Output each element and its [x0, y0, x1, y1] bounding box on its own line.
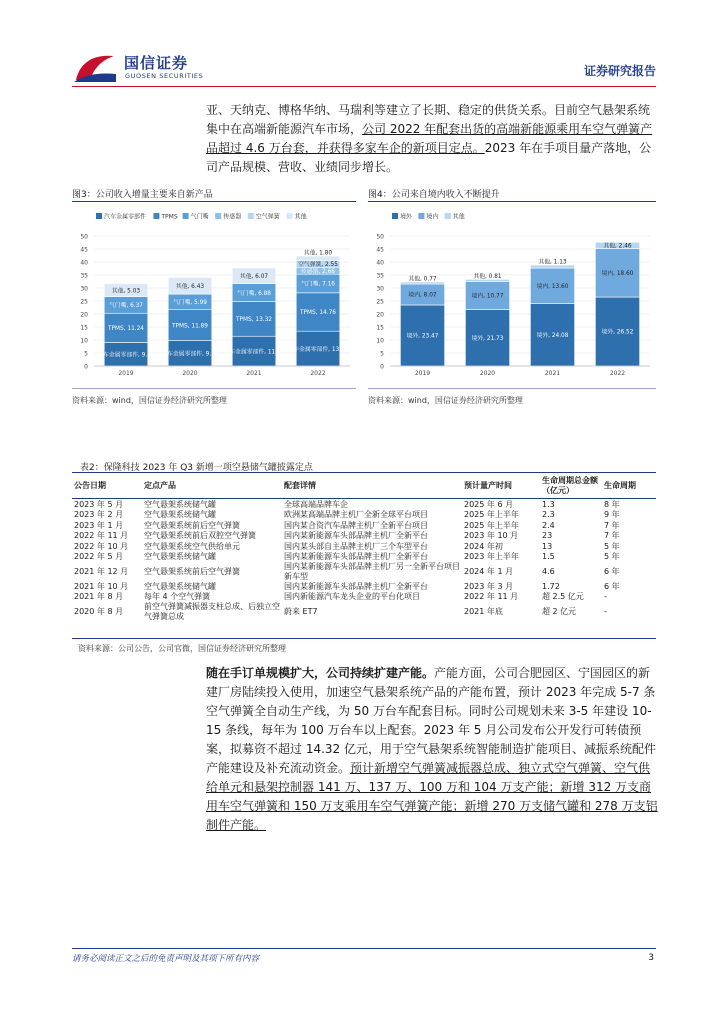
- fig4-legend-label: 其他: [452, 213, 465, 221]
- table-cell: 空气悬架系统空气供给单元: [144, 541, 240, 551]
- table-cell: 全球高端品牌车企: [284, 499, 348, 509]
- fig4-data-label: 境外, 26.52: [601, 329, 634, 336]
- fig3-y-tick-label: 35: [80, 272, 88, 280]
- fig4-data-label: 其他, 1.13: [538, 259, 567, 266]
- fig4-data-label: 境外, 21.73: [471, 335, 504, 342]
- table-cell: 空气悬架系统前后空气弹簧: [144, 520, 240, 530]
- report-type-title: 证券研究报告: [583, 64, 656, 78]
- fig3-data-label: TPMS, 14.76: [300, 310, 336, 317]
- table-cell: 2025 年上半年: [464, 510, 519, 519]
- fig3-data-label: 其他, 1.80: [303, 250, 333, 257]
- fig4-y-tick-label: 25: [376, 298, 384, 306]
- table-cell: 2023 年 1 月: [74, 520, 124, 530]
- fig3-legend-label: 传感器: [223, 213, 242, 221]
- table-cell: 13: [542, 541, 553, 551]
- fig4-legend-swatch: [392, 213, 398, 219]
- fig3-data-label: 其他, 6.07: [239, 274, 269, 281]
- fig4-y-tick-label: 20: [376, 311, 384, 319]
- fig4-data-label: 其他, 0.77: [408, 276, 437, 283]
- fig4-y-tick-label: 0: [380, 363, 384, 371]
- table-cell: -: [604, 606, 607, 616]
- footer-disclaimer: 请务必阅读正文之后的免责声明及其项下所有内容: [72, 954, 260, 964]
- fig3-y-tick-label: 30: [80, 285, 88, 293]
- fig4-data-label: 境内, 13.60: [536, 283, 569, 290]
- table-cell: 4.6: [542, 566, 555, 576]
- table-row: [72, 499, 656, 510]
- table-header-cell: 生命周期总金额（亿元）: [540, 474, 602, 499]
- fig4-data-label: 其他, 0.81: [473, 273, 502, 280]
- figure-4-divider: [368, 201, 656, 202]
- table-cell: 国内某头部自主品牌主机厂三个车型平台: [284, 541, 428, 551]
- table-top-rule: [72, 472, 656, 473]
- table-cell: 国内某新能源车头部品牌主机厂全新平台: [284, 531, 428, 540]
- table-cell: 6 年: [604, 581, 620, 591]
- fig3-legend-label: 气门嘴: [190, 213, 209, 221]
- table-cell: 9 年: [604, 510, 620, 519]
- intro-text-3: 2023 年在手项目量产落地，公司产品规模、营收、业绩同步增长。: [206, 141, 652, 174]
- capacity-text: 产能方面，公司合肥园区、宁国园区的新建厂房陆续投入使用，加速空气悬架系统产品的产能布置，预计 2023 年完成 5-7 条空气弹簧全自动生产线，为 50 万台车配套目标。同时公司规划未来 3-5 年建设 10-15 条线，每年为 100 万台车以上配套。2023 年 5 月公司发布公开发行可转债预案，拟募资不超过 14.32 亿元，用于空气悬架系统智能制造扩能项目、减振系统配件产能建设及补充流动资金。: [206, 666, 656, 775]
- fig3-legend-swatch: [183, 213, 189, 219]
- fig4-data-label: 境内, 18.60: [601, 271, 634, 278]
- fig3-data-label: 汽车金属零部件, 9.76: [161, 351, 219, 358]
- table-cell: 2020 年 8 月: [74, 606, 124, 616]
- fig3-legend-swatch: [96, 213, 102, 219]
- table-cell: 8 年: [604, 499, 620, 509]
- table-cell: 2023 年 10 月: [464, 531, 519, 540]
- fig3-y-tick-label: 25: [80, 298, 88, 306]
- table-cell: -: [604, 592, 607, 601]
- fig3-data-label: 其他, 5.03: [111, 288, 141, 295]
- fig4-legend-swatch: [418, 213, 424, 219]
- table-cell: 7 年: [604, 520, 620, 530]
- table-cell: 前空气弹簧减振器支柱总成、后独立空气弹簧总成: [144, 602, 280, 621]
- table-cell: 国内某新能源车头部品牌主机厂全新平台: [284, 581, 428, 591]
- figure-3-bottom-rule: [72, 388, 356, 389]
- table-cell: 2022 年 11 月: [74, 531, 129, 540]
- table-cell: 2022 年 11 月: [464, 592, 519, 601]
- figure-4-title: 图4：公司来自境内收入不断提升: [368, 190, 500, 200]
- fig3-y-tick-label: 5: [84, 350, 88, 358]
- table-row: [72, 520, 656, 531]
- table-cell: 2023 年 2 月: [74, 510, 124, 519]
- table-row: [72, 531, 656, 542]
- table-cell: 5 年: [604, 541, 620, 551]
- table-cell: 1.5: [542, 552, 555, 561]
- fig3-y-tick-label: 45: [80, 246, 88, 254]
- table-cell: 2022 年 5 月: [74, 552, 124, 561]
- table-row: [72, 602, 656, 621]
- fig3-data-label: TPMS, 11.24: [108, 326, 144, 333]
- table-cell: 每年 4 个空气弹簧: [144, 592, 211, 601]
- table-cell: 2022 年 10 月: [74, 541, 129, 551]
- fig3-y-tick-label: 40: [80, 259, 88, 267]
- fig3-legend-label: 空气弹簧: [255, 213, 280, 221]
- fig4-x-tick-label: 2022: [609, 370, 626, 377]
- table-row: [72, 552, 656, 563]
- fig4-legend-swatch: [445, 213, 451, 219]
- intro-text-1: 亚、天纳克、博格华纳、马瑞利等建立了长期、稳定的供货关系。目前空气悬架系统集中在高端新能源汽车市场，: [206, 103, 651, 136]
- table-row: [72, 592, 656, 603]
- table-cell: 7 年: [604, 531, 620, 540]
- fig4-data-label: 其他, 2.46: [603, 243, 632, 250]
- table-cell: 空气悬架系统储气罐: [144, 552, 216, 561]
- fig3-y-tick-label: 0: [84, 363, 88, 371]
- table-cell: 2.4: [542, 520, 555, 530]
- fixed-point-table: [72, 474, 656, 621]
- table-source: 资料来源：公司公告，公司官微，国信证券经济研究所整理: [78, 644, 286, 653]
- fig4-x-tick-label: 2020: [479, 370, 496, 377]
- fig3-data-label: 气门嘴, 5.99: [173, 300, 207, 307]
- table-cell: 空气悬架系统储气罐: [144, 510, 216, 519]
- table-header-cell: 定点产品: [142, 474, 282, 499]
- fig3-legend-swatch: [215, 213, 221, 219]
- table-2-title: 表2：保隆科技 2023 年 Q3 新增一项空悬储气罐披露定点: [80, 463, 313, 473]
- fig3-x-tick-label: 2019: [118, 370, 134, 377]
- table-cell: 2021 年 12 月: [74, 566, 129, 576]
- fig3-data-label: 汽车金属零部件, 9.05: [97, 352, 155, 359]
- fig3-data-label: 气门嘴, 6.37: [109, 303, 143, 310]
- table-cell: 空气悬架系统储气罐: [144, 581, 216, 591]
- table-cell: 国内某合资汽车品牌主机厂全新平台项目: [284, 520, 428, 530]
- table-header-row: [72, 474, 656, 499]
- fig3-data-label: 其他, 6.43: [175, 283, 205, 290]
- table-body: [72, 499, 656, 622]
- table-cell: 5 年: [604, 552, 620, 561]
- figure-3-title: 图3：公司收入增量主要来自新产品: [72, 190, 213, 200]
- fig3-x-tick-label: 2022: [310, 370, 326, 377]
- fig3-data-label: TPMS, 13.32: [236, 317, 272, 324]
- fig4-y-tick-label: 5: [380, 350, 384, 358]
- capacity-text-underlined: 预计新增空气弹簧减振器总成、独立式空气弹簧、空气供给单元和悬架控制器 141 万、137 万、100 万和 104 万支产能；新增 312 万支商用车空气弹簧和 150 万支乘用车空气弹簧产能；新增 270 万支储气罐和 278 万支铝制件产能。: [206, 761, 658, 832]
- figure-4-chart: [368, 206, 656, 384]
- figure-3-chart: [72, 206, 356, 384]
- table-cell: 2025 年 6 月: [464, 499, 514, 509]
- table-header-cell: 配套详情: [282, 474, 462, 499]
- table-bottom-rule: [72, 638, 656, 639]
- fig4-data-label: 境内, 8.07: [408, 292, 437, 299]
- intro-paragraph: [206, 101, 658, 177]
- table-cell: 2025 年上半年: [464, 520, 519, 530]
- table-cell: 空气悬架系统前后双腔空气弹簧: [144, 531, 256, 540]
- fig3-x-tick-label: 2020: [182, 370, 198, 377]
- table-cell: 23: [542, 531, 553, 540]
- table-cell: 2024 年 1 月: [464, 566, 514, 576]
- fig3-y-tick-label: 10: [80, 337, 88, 345]
- fig4-x-tick-label: 2021: [544, 370, 561, 377]
- fig4-data-label: 境内, 10.77: [471, 293, 504, 300]
- fig3-legend-label: 其他: [294, 213, 307, 221]
- guosen-logo-icon: [72, 50, 118, 84]
- figure-3-divider: [72, 201, 356, 202]
- page-number: 3: [648, 953, 654, 963]
- table-row: [72, 541, 656, 552]
- table-cell: 2023 年 5 月: [74, 499, 124, 509]
- table-cell: 1.3: [542, 499, 555, 509]
- table-cell: 超 2 亿元: [542, 606, 577, 616]
- fig4-legend-label: 境外: [400, 213, 413, 221]
- fig3-legend-label: TPMS: [161, 213, 178, 221]
- fig4-y-tick-label: 35: [376, 272, 384, 280]
- fig3-data-label: 传感器, 2.66: [301, 268, 335, 275]
- capacity-lead: 随在手订单规模扩大，公司持续扩建产能。: [206, 666, 435, 680]
- fig4-y-tick-label: 30: [376, 285, 384, 293]
- table-cell: 空气悬架系统前后空气弹簧: [144, 566, 240, 576]
- fig3-y-tick-label: 50: [80, 233, 88, 241]
- fig3-legend-label: 汽车金属零部件: [104, 213, 147, 221]
- header-divider: [72, 86, 656, 87]
- table-cell: 超 2.5 亿元: [542, 592, 584, 601]
- fig4-y-tick-label: 40: [376, 259, 384, 267]
- fig3-data-label: 空气弹簧, 2.55: [298, 262, 338, 269]
- table-row: [72, 510, 656, 521]
- table-row: [72, 581, 656, 592]
- table-cell: 2024 年初: [464, 541, 503, 551]
- fig4-y-tick-label: 10: [376, 337, 384, 345]
- table-row: [72, 562, 656, 581]
- table-header-cell: 生命周期: [602, 474, 656, 499]
- table-cell: 2021 年 10 月: [74, 581, 129, 591]
- figure-4-source: 资料来源：wind，国信证券经济研究所整理: [368, 396, 523, 405]
- fig3-y-tick-label: 15: [80, 324, 88, 332]
- table-cell: 2021 年底: [464, 606, 503, 616]
- table-cell: 国内新能源汽车龙头企业的平台化项目: [284, 592, 420, 601]
- table-cell: 2023 年上半年: [464, 552, 519, 561]
- fig4-data-label: 境外, 23.47: [406, 333, 439, 340]
- capacity-paragraph: [206, 664, 658, 835]
- fig3-data-label: 汽车金属零部件, 13.39: [287, 346, 349, 353]
- fig3-x-tick-label: 2021: [246, 370, 262, 377]
- fig4-x-tick-label: 2019: [414, 370, 431, 377]
- fig3-legend-swatch: [153, 213, 159, 219]
- fig3-y-tick-label: 20: [80, 311, 88, 319]
- table-cell: 蔚来 ET7: [284, 606, 318, 616]
- table-cell: 1.72: [542, 581, 560, 591]
- fig3-data-label: TPMS, 11.89: [172, 323, 208, 330]
- fig4-y-tick-label: 45: [376, 246, 384, 254]
- fig3-data-label: 气门嘴, 7.16: [301, 281, 335, 288]
- fig3-legend-swatch: [248, 213, 254, 219]
- figure-3-source: 资料来源：wind，国信证券经济研究所整理: [72, 396, 227, 405]
- logo-name-cn: 国信证券: [124, 54, 189, 72]
- fig3-data-label: 气门嘴, 6.88: [237, 290, 271, 297]
- fig4-legend-label: 境内: [426, 213, 439, 221]
- logo-name-en: GUOSEN SECURITIES: [125, 72, 204, 80]
- fig3-bar-segment: [296, 256, 340, 261]
- table-cell: 空气悬架系统储气罐: [144, 499, 216, 509]
- table-cell: 6 年: [604, 566, 620, 576]
- table-header-cell: 公告日期: [72, 474, 142, 499]
- fig4-data-label: 境外, 24.08: [536, 332, 569, 339]
- figure-4-bottom-rule: [368, 388, 656, 389]
- table-cell: 欧洲某高端品牌主机厂全新全球平台项目: [284, 510, 428, 519]
- fig3-data-label: 汽车金属零部件, 11.45: [223, 349, 285, 356]
- fig3-legend-swatch: [287, 213, 293, 219]
- table-cell: 2.3: [542, 510, 555, 519]
- footer-divider: [72, 948, 656, 949]
- table-header-cell: 预计量产时间: [462, 474, 540, 499]
- table-cell: 2023 年 3 月: [464, 581, 514, 591]
- fig4-y-tick-label: 50: [376, 233, 384, 241]
- table-cell: 国内某新能源车头部品牌主机厂全新平台: [284, 552, 428, 561]
- intro-text-underlined: 公司 2022 年配套出货的高端新能源乘用车空气弹簧产品超过 4.6 万台套，并获得多家车企的新项目定点。: [206, 122, 653, 155]
- table-cell: 国内某新能源车头部品牌主机厂另一全新平台项目新车型: [284, 562, 460, 581]
- table-cell: 2021 年 8 月: [74, 592, 124, 601]
- fig4-y-tick-label: 15: [376, 324, 384, 332]
